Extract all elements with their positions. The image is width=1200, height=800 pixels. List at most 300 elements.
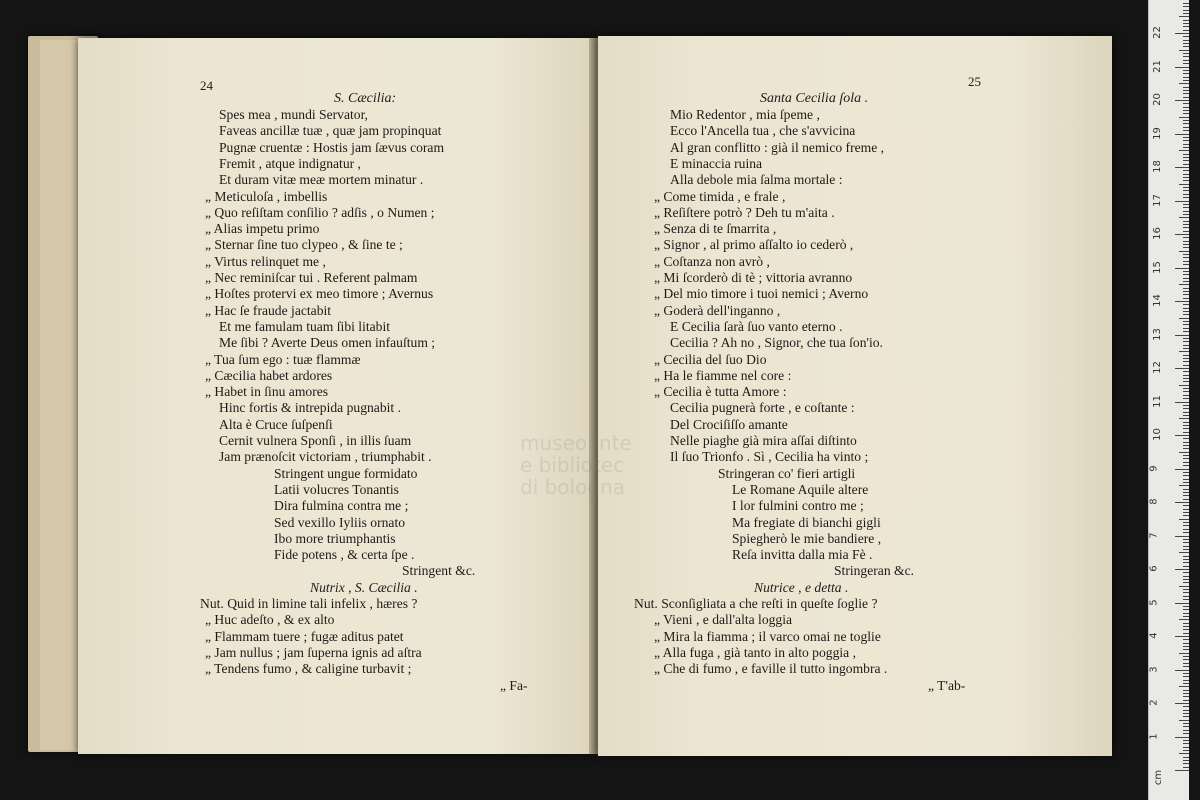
ruler-tick	[1183, 556, 1189, 557]
ruler-number: 13	[1151, 327, 1163, 341]
ruler-tick	[1183, 361, 1189, 362]
ruler-tick	[1183, 626, 1189, 627]
ruler-tick	[1183, 479, 1189, 480]
text-line: „ Ha le fiamme nel core :	[654, 367, 792, 383]
ruler-tick	[1183, 589, 1189, 590]
ruler-tick	[1183, 613, 1189, 614]
ruler-tick	[1183, 472, 1189, 473]
text-line: „ Goderà dell'inganno ,	[654, 302, 781, 318]
ruler-unit-label: cm	[1153, 769, 1165, 786]
ruler-tick	[1183, 438, 1189, 439]
ruler-number: 6	[1148, 565, 1160, 572]
watermark-line: e bibliotec	[520, 453, 625, 477]
text-line: Alta è Cruce ſuſpenſi	[219, 416, 333, 432]
ruler-tick	[1183, 113, 1189, 114]
ruler-tick	[1179, 619, 1189, 620]
ruler-tick	[1183, 405, 1189, 406]
ruler-tick	[1183, 713, 1189, 714]
ruler-tick	[1183, 23, 1189, 24]
ruler-tick	[1179, 753, 1189, 754]
ruler-tick	[1175, 703, 1189, 704]
text-line: I lor fulmini contro me ;	[732, 498, 864, 514]
ruler-tick	[1183, 56, 1189, 57]
ruler-tick	[1183, 566, 1189, 567]
ruler-tick	[1183, 190, 1189, 191]
ruler-tick	[1183, 606, 1189, 607]
text-line: Fremit , atque indignatur ,	[219, 155, 361, 171]
ruler-number: 18	[1151, 160, 1163, 173]
ruler-tick	[1183, 355, 1189, 356]
ruler-tick	[1183, 26, 1189, 27]
text-line: „ Habet in ſinu amores	[205, 384, 329, 400]
ruler-tick	[1183, 130, 1189, 131]
ruler-number: 16	[1151, 227, 1163, 240]
ruler-tick	[1183, 160, 1189, 161]
ruler-tick	[1183, 750, 1189, 751]
ruler-tick	[1183, 559, 1189, 560]
ruler-tick	[1183, 46, 1189, 47]
ruler-tick	[1175, 167, 1189, 168]
ruler-tick	[1183, 224, 1189, 225]
text-line: Mio Redentor , mia ſpeme ,	[670, 107, 820, 122]
text-line: „ Cecilia del ſuo Dio	[654, 351, 767, 367]
ruler-tick	[1183, 314, 1189, 315]
text-line: Stringent &c.	[402, 563, 476, 579]
right-page-header: Santa Cecilia ſola .	[760, 91, 869, 106]
ruler-tick	[1183, 97, 1189, 98]
text-line: „ Alias impetu primo	[205, 221, 320, 237]
text-line: Le Romane Aquile altere	[732, 481, 869, 497]
text-line: Stringent ungue formidato	[274, 465, 418, 481]
ruler-tick	[1183, 3, 1189, 4]
ruler-tick	[1183, 110, 1189, 111]
ruler-tick	[1183, 442, 1189, 443]
text-line: „ Cecilia è tutta Amore :	[654, 384, 787, 400]
ruler-tick	[1183, 572, 1189, 573]
ruler-tick	[1183, 415, 1189, 416]
ruler-tick	[1183, 509, 1189, 510]
text-line: Ma fregiate di bianchi gigli	[732, 514, 881, 530]
text-line: Al gran conflitto : già il nemico freme ,	[670, 139, 885, 155]
ruler-tick	[1179, 720, 1189, 721]
ruler-tick	[1183, 123, 1189, 124]
ruler-tick	[1175, 636, 1189, 637]
text-line: „ Alla fuga , già tanto in alto poggia ,	[654, 644, 856, 660]
watermark	[520, 432, 680, 498]
text-line: Me ſibi ? Averte Deus omen infauſtum ;	[219, 335, 436, 351]
ruler-tick	[1183, 154, 1189, 155]
text-line: Sed vexillo Iyliis ornato	[274, 514, 406, 530]
left-page-header: S. Cæcilia:	[334, 91, 397, 106]
right-page	[598, 36, 1112, 756]
ruler-tick	[1183, 247, 1189, 248]
ruler-tick	[1183, 371, 1189, 372]
ruler-tick	[1183, 663, 1189, 664]
ruler-tick	[1183, 221, 1189, 222]
ruler-tick	[1183, 70, 1189, 71]
ruler-tick	[1183, 197, 1189, 198]
ruler-tick	[1183, 412, 1189, 413]
ruler-number: 4	[1148, 632, 1160, 639]
ruler-tick	[1175, 603, 1189, 604]
ruler-tick	[1183, 311, 1189, 312]
ruler-tick	[1183, 525, 1189, 526]
ruler-tick	[1183, 475, 1189, 476]
ruler-tick	[1183, 733, 1189, 734]
text-line: E Cecilia ſarà ſuo vanto eterno .	[670, 318, 843, 334]
ruler-tick	[1183, 257, 1189, 258]
watermark-line: museo inte	[520, 431, 632, 455]
ruler-tick	[1183, 700, 1189, 701]
ruler-tick	[1183, 77, 1189, 78]
ruler-tick	[1183, 391, 1189, 392]
ruler-tick	[1183, 244, 1189, 245]
text-line: Cecilia pugnerà forte , e coſtante :	[670, 400, 855, 416]
text-line: Spiegherò le mie bandiere ,	[732, 530, 882, 546]
ruler-tick	[1183, 73, 1189, 74]
text-line: „ Jam nullus ; jam ſuperna ignis ad aſtra	[205, 644, 422, 660]
ruler-tick	[1183, 324, 1189, 325]
ruler-tick	[1183, 395, 1189, 396]
ruler-tick	[1183, 291, 1189, 292]
text-line: Cernit vulnera Sponſi , in illis ſuam	[219, 433, 412, 448]
text-line: „ Come timida , e frale ,	[654, 188, 786, 204]
ruler-tick	[1183, 20, 1189, 21]
text-line: „ Reſiſtere potrò ? Deh tu m'aita .	[654, 204, 835, 220]
ruler-tick	[1183, 144, 1189, 145]
ruler-tick	[1183, 180, 1189, 181]
ruler-tick	[1183, 348, 1189, 349]
text-line: „ Del mio timore i tuoi nemici ; Averno	[654, 286, 869, 302]
text-line: Stringeran co' fieri artigli	[718, 465, 856, 481]
ruler-tick	[1183, 690, 1189, 691]
ruler-tick	[1183, 80, 1189, 81]
text-line: „ Hoſtes protervi ex meo timore ; Avernus	[205, 286, 434, 302]
ruler-tick	[1183, 465, 1189, 466]
ruler-tick	[1183, 194, 1189, 195]
ruler-number: 14	[1151, 294, 1163, 307]
ruler-tick	[1183, 458, 1189, 459]
ruler-tick	[1183, 358, 1189, 359]
ruler-tick	[1183, 298, 1189, 299]
ruler-tick	[1179, 217, 1189, 218]
text-line: Fide potens , & certa ſpe .	[274, 547, 415, 563]
text-line: „ Tua ſum ego : tuæ flammæ	[205, 351, 361, 367]
ruler-tick	[1183, 93, 1189, 94]
ruler-number: 17	[1151, 193, 1163, 207]
text-line: „ Virtus relinquet me ,	[205, 253, 326, 269]
ruler-tick	[1179, 50, 1189, 51]
ruler-tick	[1183, 760, 1189, 761]
ruler-tick	[1183, 489, 1189, 490]
ruler-tick	[1183, 455, 1189, 456]
ruler-tick	[1179, 284, 1189, 285]
text-line: Hinc fortis & intrepida pugnabit .	[219, 400, 401, 416]
ruler-tick	[1183, 579, 1189, 580]
text-line: „ Mi ſcorderò di tè ; vittoria avranno	[654, 270, 853, 285]
text-line: „ Signor , al primo aſſalto io cederò ,	[654, 237, 854, 253]
text-line: Jam prænoſcit victoriam , triumphabit .	[219, 449, 432, 465]
ruler-tick	[1179, 318, 1189, 319]
text-line: „ Meticuloſa , imbellis	[205, 188, 328, 204]
ruler-tick	[1183, 271, 1189, 272]
measuring-ruler	[1148, 0, 1189, 800]
ruler-tick	[1183, 680, 1189, 681]
ruler-tick	[1183, 341, 1189, 342]
text-line: „ Vieni , e dall'alta loggia	[654, 612, 793, 628]
ruler-tick	[1183, 532, 1189, 533]
ruler-tick	[1183, 308, 1189, 309]
ruler-tick	[1183, 659, 1189, 660]
ruler-tick	[1183, 264, 1189, 265]
right-page-number: 25	[968, 74, 981, 89]
ruler-tick	[1183, 599, 1189, 600]
ruler-tick	[1183, 375, 1189, 376]
ruler-tick	[1175, 301, 1189, 302]
ruler-tick	[1183, 515, 1189, 516]
text-line: Il ſuo Trionfo . Sì , Cecilia ha vinto ;	[670, 449, 869, 465]
left-page	[78, 38, 594, 754]
ruler-tick	[1183, 582, 1189, 583]
ruler-tick	[1179, 184, 1189, 185]
ruler-tick	[1183, 562, 1189, 563]
ruler-tick	[1179, 452, 1189, 453]
ruler-tick	[1183, 706, 1189, 707]
ruler-tick	[1175, 502, 1189, 503]
ruler-tick	[1183, 529, 1189, 530]
ruler-tick	[1179, 150, 1189, 151]
ruler-tick	[1183, 408, 1189, 409]
text-line: „ Quo reſiſtam conſilio ? adſis , o Numen ;	[205, 204, 435, 220]
ruler-tick	[1183, 726, 1189, 727]
ruler-tick	[1183, 693, 1189, 694]
ruler-tick	[1179, 552, 1189, 553]
ruler-number: 22	[1151, 26, 1163, 39]
ruler-number: 2	[1148, 699, 1160, 706]
ruler-tick	[1179, 251, 1189, 252]
text-line: „ Nec reminiſcar tui . Referent palmam	[205, 270, 418, 285]
ruler-tick	[1183, 6, 1189, 7]
ruler-tick	[1183, 398, 1189, 399]
ruler-tick	[1183, 522, 1189, 523]
ruler-number: 19	[1151, 126, 1163, 140]
left-catchword: „ Fa-	[500, 678, 528, 693]
ruler-tick	[1183, 462, 1189, 463]
text-line: Latii volucres Tonantis	[274, 481, 399, 497]
ruler-tick	[1183, 43, 1189, 44]
text-line: Reſa invitta dalla mia Fè .	[732, 547, 873, 563]
ruler-tick	[1183, 170, 1189, 171]
ruler-tick	[1183, 214, 1189, 215]
ruler-tick	[1183, 763, 1189, 764]
ruler-tick	[1183, 13, 1189, 14]
ruler-tick	[1183, 10, 1189, 11]
ruler-tick	[1183, 147, 1189, 148]
ruler-number: 8	[1148, 498, 1160, 505]
ruler-tick	[1183, 261, 1189, 262]
text-line: Ibo more triumphantis	[274, 530, 396, 546]
ruler-tick	[1183, 40, 1189, 41]
ruler-tick	[1183, 90, 1189, 91]
ruler-tick	[1183, 649, 1189, 650]
ruler-tick	[1183, 767, 1189, 768]
ruler-tick	[1183, 542, 1189, 543]
ruler-tick	[1183, 127, 1189, 128]
ruler-tick	[1183, 174, 1189, 175]
text-line: „ Cæcilia habet ardores	[205, 367, 333, 383]
text-line: Pugnæ cruentæ : Hostis jam ſævus coram	[219, 139, 445, 155]
ruler-tick	[1183, 609, 1189, 610]
ruler-tick	[1175, 268, 1189, 269]
text-line: Stringeran &c.	[834, 563, 915, 579]
ruler-tick	[1183, 231, 1189, 232]
ruler-tick	[1183, 616, 1189, 617]
ruler-tick	[1183, 425, 1189, 426]
ruler-tick	[1183, 505, 1189, 506]
ruler-tick	[1183, 646, 1189, 647]
ruler-number: 10	[1151, 428, 1163, 441]
ruler-tick	[1183, 696, 1189, 697]
ruler-tick	[1183, 30, 1189, 31]
ruler-tick	[1183, 207, 1189, 208]
ruler-number: 11	[1151, 394, 1163, 408]
ruler-tick	[1183, 120, 1189, 121]
ruler-number: 3	[1148, 665, 1160, 673]
ruler-tick	[1175, 100, 1189, 101]
text-line: Et me famulam tuam ſibi litabit	[219, 318, 391, 334]
ruler-number: 9	[1148, 464, 1160, 472]
text-line: Alla debole mia ſalma mortale :	[670, 172, 843, 188]
ruler-tick	[1183, 378, 1189, 379]
ruler-tick	[1183, 492, 1189, 493]
text-line: Ecco l'Ancella tua , che s'avvicina	[670, 123, 856, 139]
ruler-tick	[1179, 586, 1189, 587]
ruler-tick	[1179, 351, 1189, 352]
ruler-tick	[1179, 385, 1189, 386]
ruler-tick	[1183, 103, 1189, 104]
ruler-tick	[1183, 512, 1189, 513]
ruler-tick	[1183, 157, 1189, 158]
ruler-tick	[1183, 237, 1189, 238]
text-line: „ Flammam tuere ; fugæ aditus patet	[205, 628, 404, 644]
ruler-tick	[1183, 331, 1189, 332]
ruler-tick	[1179, 418, 1189, 419]
text-line: „ Huc adeſto , & ex alto	[205, 612, 335, 628]
ruler-tick	[1183, 639, 1189, 640]
ruler-tick	[1175, 770, 1189, 771]
text-line: „ Tendens fumo , & caligine turbavit ;	[205, 661, 412, 677]
text-line: Nut. Sconſigliata a che reſti in queſte ſoglie ?	[634, 596, 878, 611]
ruler-tick	[1183, 549, 1189, 550]
ruler-tick	[1179, 117, 1189, 118]
ruler-tick	[1183, 241, 1189, 242]
watermark-line: di bologna	[520, 475, 625, 499]
ruler-tick	[1183, 673, 1189, 674]
ruler-tick	[1183, 623, 1189, 624]
text-line: Dira fulmina contra me ;	[274, 498, 409, 514]
text-line: Nelle piaghe già mira aſſai diſtinto	[670, 433, 857, 448]
ruler-tick	[1183, 304, 1189, 305]
ruler-number: 20	[1151, 93, 1163, 106]
ruler-tick	[1183, 211, 1189, 212]
ruler-tick	[1183, 187, 1189, 188]
ruler-tick	[1175, 33, 1189, 34]
ruler-tick	[1183, 288, 1189, 289]
text-line: Nut. Quid in limine tali infelix , hæres ?	[200, 596, 418, 611]
text-line: Faveas ancillæ tuæ , quæ jam propinquat	[219, 123, 442, 139]
ruler-tick	[1183, 656, 1189, 657]
ruler-tick	[1179, 16, 1189, 17]
ruler-tick	[1183, 629, 1189, 630]
ruler-tick	[1183, 683, 1189, 684]
ruler-tick	[1183, 495, 1189, 496]
ruler-tick	[1183, 633, 1189, 634]
text-line: E minaccia ruina	[670, 155, 763, 171]
ruler-tick	[1183, 716, 1189, 717]
ruler-number: 5	[1148, 598, 1160, 606]
ruler-tick	[1183, 445, 1189, 446]
ruler-tick	[1183, 164, 1189, 165]
ruler-tick	[1183, 281, 1189, 282]
ruler-number: 7	[1148, 531, 1160, 539]
ruler-tick	[1183, 546, 1189, 547]
ruler-tick	[1179, 519, 1189, 520]
ruler-number: 12	[1151, 361, 1163, 374]
ruler-tick	[1175, 234, 1189, 235]
ruler-tick	[1183, 321, 1189, 322]
text-line: „ Coſtanza non avrò ,	[654, 253, 770, 269]
text-line: „ Hac ſe fraude jactabit	[205, 302, 332, 318]
ruler-tick	[1183, 87, 1189, 88]
text-line: „ Mira la fiamma ; il varco omai ne toglie	[654, 628, 881, 644]
ruler-tick	[1183, 539, 1189, 540]
ruler-tick	[1183, 428, 1189, 429]
right-catchword: „ T'ab-	[928, 678, 966, 693]
ruler-tick	[1183, 448, 1189, 449]
ruler-tick	[1183, 710, 1189, 711]
ruler-tick	[1183, 596, 1189, 597]
ruler-tick	[1183, 576, 1189, 577]
ruler-tick	[1183, 482, 1189, 483]
ruler-tick	[1175, 670, 1189, 671]
ruler-tick	[1179, 485, 1189, 486]
ruler-tick	[1183, 499, 1189, 500]
ruler-tick	[1183, 365, 1189, 366]
ruler-tick	[1183, 676, 1189, 677]
ruler-tick	[1183, 278, 1189, 279]
ruler-tick	[1183, 60, 1189, 61]
ruler-tick	[1183, 53, 1189, 54]
ruler-tick	[1183, 432, 1189, 433]
ruler-tick	[1175, 737, 1189, 738]
ruler-tick	[1183, 63, 1189, 64]
ruler-tick	[1183, 227, 1189, 228]
ruler-tick	[1183, 743, 1189, 744]
ruler-tick	[1183, 254, 1189, 255]
ruler-tick	[1179, 653, 1189, 654]
ruler-tick	[1183, 730, 1189, 731]
text-line: Et duram vitæ meæ mortem minatur .	[219, 172, 424, 188]
ruler-tick	[1183, 140, 1189, 141]
ruler-tick	[1183, 274, 1189, 275]
ruler-tick	[1183, 723, 1189, 724]
ruler-number: 21	[1151, 59, 1163, 73]
text-line: „ Senza di te ſmarrita ,	[654, 221, 777, 237]
ruler-tick	[1183, 338, 1189, 339]
ruler-tick	[1175, 134, 1189, 135]
ruler-tick	[1179, 686, 1189, 687]
ruler-tick	[1183, 747, 1189, 748]
